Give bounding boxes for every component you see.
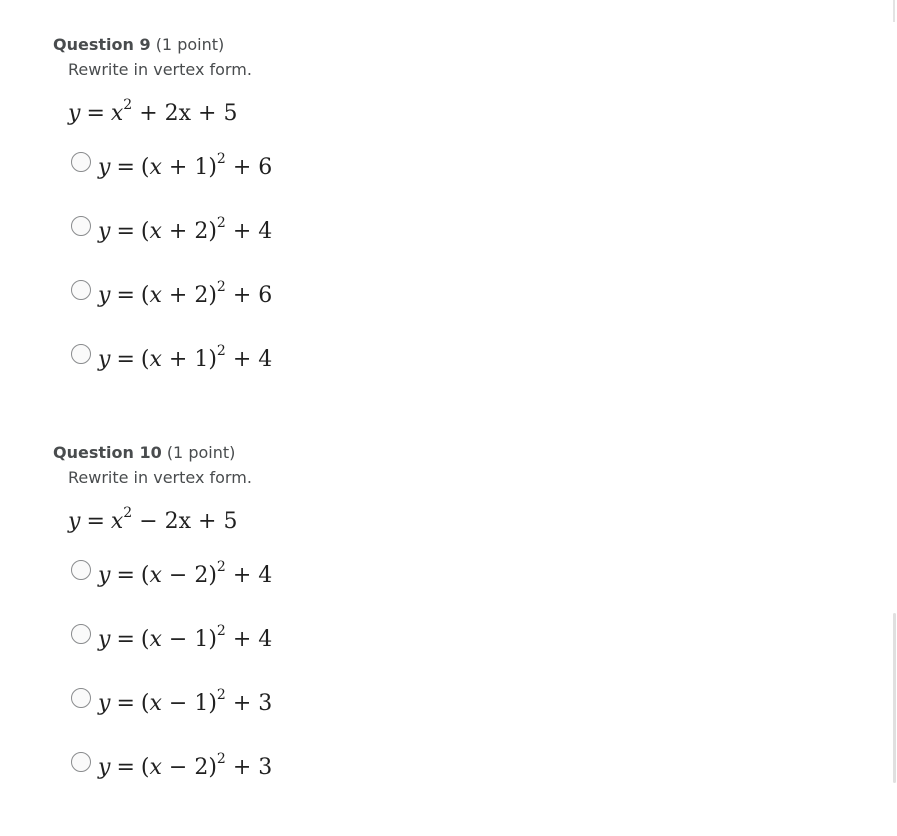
question-points: (1 point) [155, 35, 225, 54]
answer-option[interactable] [71, 624, 471, 688]
option-equation: $y = (x - 1)^2 + 3$ [98, 686, 273, 716]
option-equation: $y = (x + 2)^2 + 4$ [98, 214, 273, 244]
answer-option[interactable] [71, 560, 471, 624]
question-prompt: Rewrite in vertex form. [68, 468, 252, 487]
scrollbar-top-segment [893, 0, 895, 22]
question-equation: $y = x^2 - 2x + 5$ [68, 504, 238, 534]
question-header [53, 443, 873, 463]
question-points: (1 point) [166, 443, 236, 462]
option-equation: $y = (x - 2)^2 + 3$ [98, 750, 273, 780]
radio-button[interactable] [71, 752, 91, 772]
scrollbar-thumb[interactable] [893, 613, 896, 783]
radio-button[interactable] [71, 624, 91, 644]
answer-option[interactable] [71, 280, 471, 344]
question-title: Question 9 [53, 35, 151, 54]
answer-option[interactable] [71, 344, 471, 408]
option-equation: $y = (x + 1)^2 + 6$ [98, 150, 273, 180]
question-prompt: Rewrite in vertex form. [68, 60, 252, 79]
question-10 [53, 443, 873, 780]
answer-options [71, 560, 471, 816]
radio-button[interactable] [71, 216, 91, 236]
option-equation: $y = (x + 1)^2 + 4$ [98, 342, 273, 372]
question-title: Question 10 [53, 443, 162, 462]
question-equation: $y = x^2 + 2x + 5$ [68, 96, 238, 126]
radio-button[interactable] [71, 280, 91, 300]
option-equation: $y = (x - 2)^2 + 4$ [98, 558, 273, 588]
answer-option[interactable] [71, 216, 471, 280]
answer-options [71, 152, 471, 408]
answer-option[interactable] [71, 752, 471, 816]
radio-button[interactable] [71, 344, 91, 364]
radio-button[interactable] [71, 688, 91, 708]
radio-button[interactable] [71, 560, 91, 580]
question-header [53, 35, 873, 55]
question-9 [53, 35, 873, 372]
answer-option[interactable] [71, 688, 471, 752]
option-equation: $y = (x - 1)^2 + 4$ [98, 622, 273, 652]
option-equation: $y = (x + 2)^2 + 6$ [98, 278, 273, 308]
answer-option[interactable] [71, 152, 471, 216]
radio-button[interactable] [71, 152, 91, 172]
